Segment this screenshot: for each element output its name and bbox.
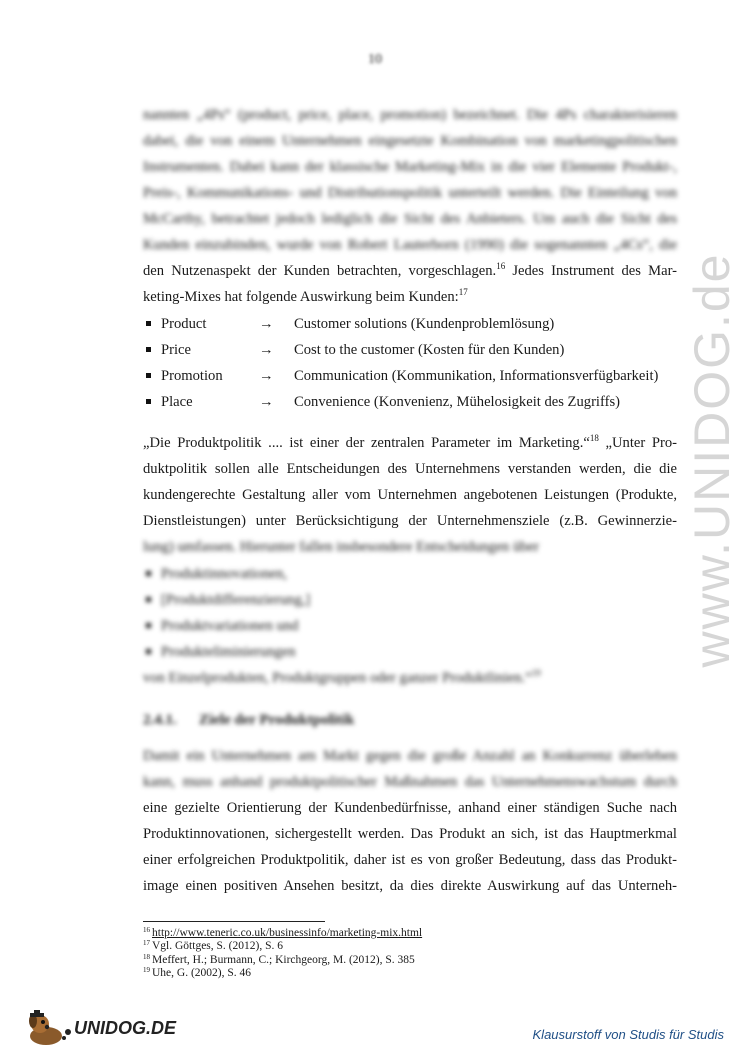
- list-item-description: Customer solutions (Kundenproblemlösung): [294, 316, 555, 332]
- bullet-square-icon: [146, 321, 151, 326]
- text-line: einer erfolgreichen Produktpolitik, daher ist es von großer Bedeutung, dass das Produkt-: [143, 852, 677, 868]
- text-line: eine gezielte Orientierung der Kundenbedürfnisse, anhand einer ständigen Suche nach: [143, 800, 677, 816]
- text-line: „Die Produktpolitik .... ist einer der zentralen Parameter im Marketing.“$^{18}$ „Unter Pro-: [143, 433, 677, 451]
- footnote-ref: 19: [531, 668, 541, 678]
- list-item-description: Communication (Kommunikation, Informationsverfügbarkeit): [294, 368, 659, 384]
- text-line: Instrumenten. Dabei kann der klassische Marketing-Mix in die vier Elemente Produkt-,: [143, 159, 677, 175]
- bullet-square-icon: [146, 373, 151, 378]
- unidog-logo[interactable]: [24, 1010, 177, 1048]
- text-line: Preis-, Kommunikations- und Distributionspolitik unterteilt werden. Die Einteilung von: [143, 185, 677, 201]
- text-line: lung) umfassen. Hierunter fallen insbesondere Entscheidungen über: [143, 539, 539, 555]
- arrow-right-icon: →: [259, 316, 274, 332]
- list-item-description: Convenience (Konvenienz, Mühelosigkeit des Zugriffs): [294, 394, 620, 410]
- text-line: Produktinnovationen, sichergestellt werden. Das Produkt an sich, ist das Hauptmerkmal: [143, 826, 677, 842]
- text-line: dabei, die von einem Unternehmen eingesetzte Kombination von marketingpolitischen: [143, 133, 677, 149]
- footnote: $^{16}$ http://www.teneric.co.uk/businessinfo/marketing-mix.html: [143, 926, 423, 939]
- text-line: Damit ein Unternehmen am Markt gegen die große Anzahl an Konkurrenz überleben: [143, 748, 677, 764]
- list-item: Produktvariationen und: [143, 613, 683, 639]
- bullet-square-icon: [146, 571, 151, 576]
- footnote: $^{19}$ Uhe, G. (2002), S. 46: [143, 966, 252, 980]
- paragraph-produktpolitik: [143, 430, 677, 560]
- list-item-label: Place: [161, 394, 193, 410]
- text-line: kann, muss anhand produktpolitischer Maßnahmen das Unternehmenswachstum durch: [143, 774, 677, 790]
- paragraph-marketing-mix: [143, 102, 677, 310]
- footnote-divider: [143, 921, 325, 922]
- list-item: [143, 311, 683, 337]
- list-item-label: Price: [161, 342, 191, 358]
- section-number: 2.4.1.: [143, 712, 177, 728]
- arrow-right-icon: →: [259, 368, 274, 384]
- marketing-mix-list: [143, 311, 683, 415]
- footnote: $^{18}$ Meffert, H.; Burmann, C.; Kirchgeorg, M. (2012), S. 385: [143, 952, 415, 966]
- list-item: [143, 389, 683, 415]
- text-line: nannten „4Ps“ (product, price, place, promotion) bezeichnet. Die 4Ps charakterisieren: [143, 107, 677, 123]
- arrow-right-icon: →: [259, 342, 274, 358]
- list-item-label: Promotion: [161, 368, 223, 384]
- list-item-description: Cost to the customer (Kosten für den Kunden): [294, 342, 565, 358]
- footer-tagline: Klausurstoff von Studis für Studis: [532, 1027, 724, 1042]
- page-number: 10: [368, 52, 382, 67]
- logo-text: UNIDOG.DE: [74, 1018, 177, 1038]
- footnote-ref: 16: [496, 261, 506, 271]
- decision-list: [143, 561, 683, 665]
- arrow-right-icon: →: [259, 394, 274, 410]
- bullet-square-icon: [146, 597, 151, 602]
- section-title: Ziele der Produktpolitik: [199, 712, 355, 728]
- text-line: image einen positiven Ansehen besitzt, da dies direkte Auswirkung auf das Unterneh-: [143, 878, 677, 894]
- list-item: Produkteliminierungen: [143, 639, 683, 665]
- text-line: duktpolitik sollen alle Entscheidungen des Unternehmens verstanden werden, die die: [143, 461, 677, 477]
- list-item: Produktinnovationen,: [143, 561, 683, 587]
- footnote-link[interactable]: http://www.teneric.co.uk/businessinfo/marketing-mix.html: [152, 927, 423, 939]
- text-line: Kunden einzubinden, wurde von Robert Lauterborn (1990) die sogenannten „4Cs“, die: [143, 237, 677, 253]
- footnote: $^{17}$ Vgl. Göttges, S. (2012), S. 6: [143, 939, 283, 953]
- list-item: [Produktdifferenzierung,]: [143, 587, 683, 613]
- text-line: Dienstleistungen) unter Berücksichtigung der Unternehmensziele (z.B. Gewinnerzie-: [143, 513, 677, 529]
- bullet-square-icon: [146, 347, 151, 352]
- footnote-ref: 17: [458, 287, 468, 297]
- list-item: [143, 363, 683, 389]
- bullet-square-icon: [146, 649, 151, 654]
- dog-icon: [24, 1010, 76, 1048]
- text-line: kundengerechte Gestaltung aller vom Unternehmen angebotenen Leistungen (Produkte,: [143, 487, 677, 503]
- paragraph-ziele: [143, 743, 677, 899]
- text-line: keting-Mixes hat folgende Auswirkung beim Kunden:$^{17}$: [143, 287, 468, 305]
- paragraph-continuation: [143, 665, 677, 691]
- footnotes: [143, 927, 422, 981]
- bullet-square-icon: [146, 623, 151, 628]
- list-item-label: Product: [161, 316, 207, 332]
- text-line: den Nutzenaspekt der Kunden betrachten, vorgeschlagen.$^{16}$ Jedes Instrument des Mar-: [143, 261, 677, 279]
- text-line: von Einzelprodukten, Produktgruppen oder ganzer Produktlinien.“$^{19}$: [143, 668, 541, 686]
- text-line: McCarthy, betrachtet jedoch lediglich die Sicht des Anbieters. Um auch die Sicht des: [143, 211, 677, 227]
- list-item: [143, 337, 683, 363]
- bullet-square-icon: [146, 399, 151, 404]
- footnote-ref: 18: [589, 433, 599, 443]
- section-heading: [143, 712, 354, 729]
